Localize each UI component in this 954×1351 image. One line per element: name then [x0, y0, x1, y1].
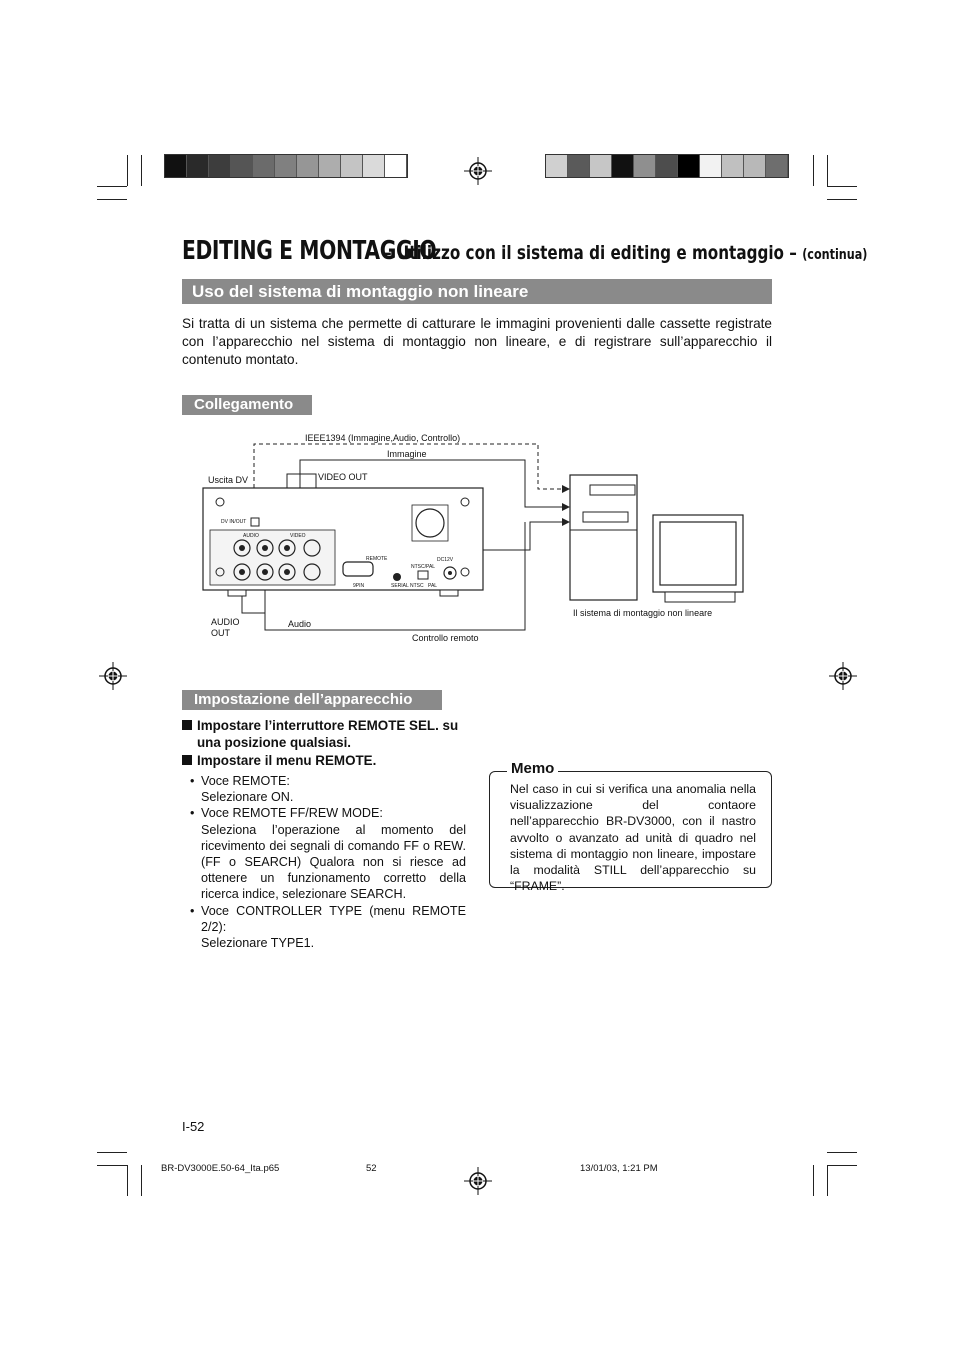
color-swatch — [678, 155, 700, 177]
panel-audio-label: AUDIO — [243, 533, 259, 539]
audio-out-label: AUDIO — [211, 617, 240, 627]
list-item: • Voce REMOTE FF/REW MODE: Seleziona l’operazione al momento del ricevimento dei segnali di comando FF o REW. (FF o SEARCH) Qualora non si riesce ad ottenere un funzionamento corretto della ricerca indice, selezionare SEARCH. — [190, 806, 466, 902]
color-swatch — [700, 155, 722, 177]
color-swatch — [231, 155, 253, 177]
step-2 — [182, 752, 466, 769]
color-swatch — [590, 155, 612, 177]
crop-mark — [97, 199, 127, 200]
crop-mark — [827, 1152, 857, 1153]
color-swatch — [341, 155, 363, 177]
step-1 — [182, 717, 466, 751]
intro-paragraph: Si tratta di un sistema che permette di catturare le immagini provenienti dalle cassette registrate con l’apparecchio nel sistema di montaggio non lineare, e di registrare sull’apparecchio il contenuto montato. — [182, 316, 772, 367]
crop-mark — [813, 1165, 814, 1196]
audio-label: Audio — [288, 619, 312, 629]
color-swatch — [744, 155, 766, 177]
bullet-title: Voce REMOTE FF/REW MODE: — [201, 806, 383, 821]
registration-mark-icon — [464, 1167, 492, 1195]
connection-heading: Collegamento — [182, 395, 312, 415]
crop-mark — [141, 1165, 142, 1196]
panel-dv-label: DV IN/OUT — [221, 519, 247, 525]
page-number: I-52 — [182, 1119, 205, 1134]
panel-9pin-label: 9PIN — [353, 583, 365, 589]
crop-mark — [127, 155, 128, 186]
color-swatch — [253, 155, 275, 177]
step-1-text: Impostare l’interruttore REMOTE SEL. su una posizione qualsiasi. — [197, 718, 459, 750]
color-swatch — [385, 155, 407, 177]
crop-mark — [827, 1165, 828, 1196]
page-title: EDITING E MONTAGGIO — [182, 236, 437, 266]
bullet-detail: Seleziona l’operazione al momento del ricevimento dei segnali di comando FF o REW. (FF o SEARCH) Qualora non si riesce ad ottenere un funzionamento corretto della ricerca indice, selezionare SEARCH. — [201, 822, 466, 902]
color-swatch — [297, 155, 319, 177]
color-swatch — [319, 155, 341, 177]
crop-mark — [97, 1152, 127, 1153]
color-calibration-bar-right — [545, 154, 789, 178]
color-swatch — [165, 155, 187, 177]
panel-video-label: VIDEO — [290, 533, 306, 539]
crop-mark — [97, 1165, 127, 1166]
color-calibration-bar-left — [164, 154, 408, 178]
remote-control-label: Controllo remoto — [412, 633, 479, 643]
color-swatch — [634, 155, 656, 177]
color-swatch — [546, 155, 568, 177]
panel-ntsc-label: NTSC — [410, 583, 424, 589]
setup-steps — [182, 717, 466, 951]
registration-mark-icon — [829, 662, 857, 690]
square-bullet-icon — [182, 720, 192, 730]
crop-mark — [141, 155, 142, 186]
setup-bullet-list — [190, 773, 466, 951]
panel-serial-label: SERIAL — [391, 583, 409, 589]
color-swatch — [209, 155, 231, 177]
page-subtitle — [384, 242, 867, 264]
color-swatch — [568, 155, 590, 177]
image-label: Immagine — [387, 449, 427, 459]
crop-mark — [813, 155, 814, 186]
video-out-label: VIDEO OUT — [318, 472, 368, 482]
continued-label: (continua) — [802, 247, 868, 263]
color-swatch — [656, 155, 678, 177]
memo-title: Memo — [507, 760, 558, 777]
list-item: • Voce REMOTE: Selezionare ON. — [190, 774, 294, 805]
dv-out-label: Uscita DV — [208, 475, 249, 485]
panel-pal-label: PAL — [428, 583, 438, 589]
color-swatch — [612, 155, 634, 177]
crop-mark — [827, 186, 857, 187]
footer-file: BR-DV3000E.50-64_Ita.p65 — [161, 1163, 280, 1174]
footer-page: 52 — [366, 1163, 377, 1174]
list-item: • Voce CONTROLLER TYPE (menu REMOTE 2/2): Selezionare TYPE1. — [190, 903, 466, 951]
color-swatch — [766, 155, 788, 177]
section-title: Uso del sistema di montaggio non lineare — [182, 279, 772, 304]
memo-box — [489, 760, 772, 894]
memo-text: Nel caso in cui si verifica una anomalia nella visualizzazione del contaore nell’apparecchio BR-DV3000, con il nastro avvolto o avanzato ad unità di quadro nel sistema di montaggio non lineare, impostare la modalità STILL dell’apparecchio su “FRAME”. — [510, 782, 756, 894]
registration-mark-icon — [464, 157, 492, 185]
bullet-detail: Selezionare ON. — [201, 790, 294, 805]
panel-ntscpal-label: NTSC/PAL — [411, 564, 436, 570]
footer-date: 13/01/03, 1:21 PM — [580, 1163, 658, 1174]
crop-mark — [827, 155, 828, 186]
system-label: Il sistema di montaggio non lineare — [573, 608, 713, 618]
crop-mark — [827, 1165, 857, 1166]
color-swatch — [275, 155, 297, 177]
setup-heading: Impostazione dell’apparecchio — [182, 690, 442, 710]
registration-mark-icon — [99, 662, 127, 690]
audio-out-label-2: OUT — [211, 628, 230, 638]
bullet-detail: Selezionare TYPE1. — [201, 936, 315, 951]
square-bullet-icon — [182, 755, 192, 765]
panel-remote-label: REMOTE — [366, 556, 388, 562]
crop-mark — [827, 199, 857, 200]
subtitle-text: – Utilizzo con il sistema di editing e montaggio – — [384, 242, 797, 264]
crop-mark — [97, 186, 127, 187]
bullet-title: Voce REMOTE: — [201, 774, 290, 788]
color-swatch — [722, 155, 744, 177]
bullet-title: Voce CONTROLLER TYPE (menu REMOTE 2/2): — [201, 903, 466, 934]
step-2-text: Impostare il menu REMOTE. — [197, 753, 377, 768]
ieee-label: IEEE1394 (Immagine,Audio, Controllo) — [305, 433, 461, 443]
color-swatch — [187, 155, 209, 177]
color-swatch — [363, 155, 385, 177]
crop-mark — [127, 1165, 128, 1196]
panel-dc-label: DC12V — [437, 557, 454, 563]
